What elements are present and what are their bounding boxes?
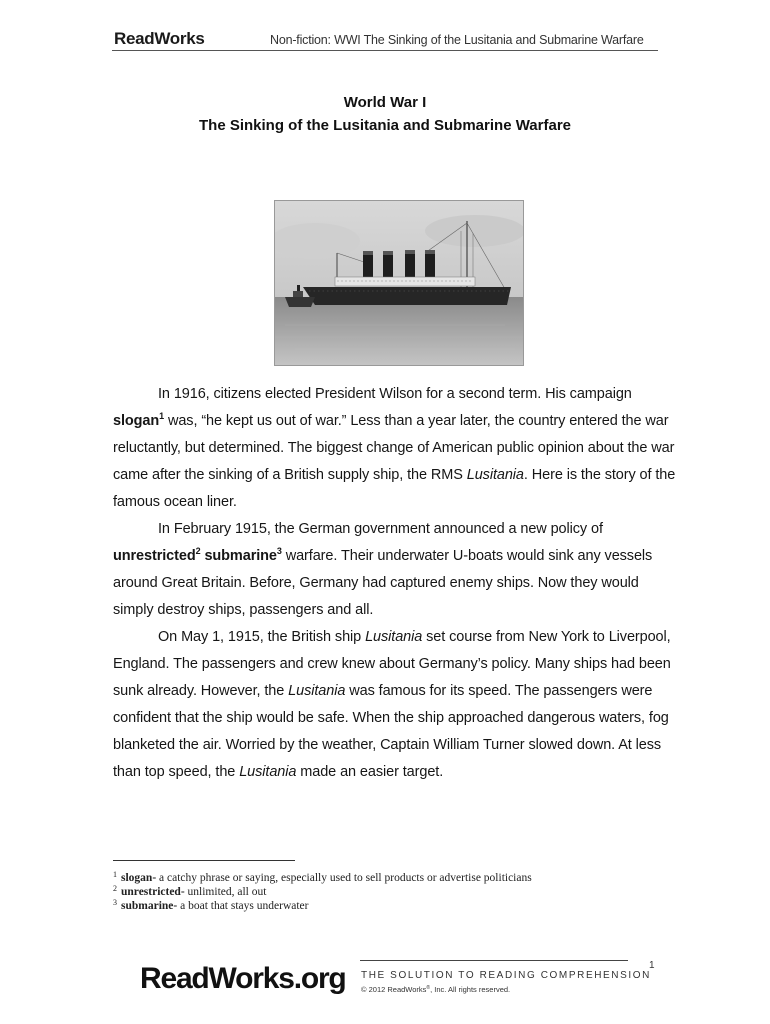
text-run: In 1916, citizens elected President Wilson for a second term. His campaign xyxy=(158,386,632,402)
footnote-term: slogan- xyxy=(121,872,157,884)
paragraph-3 xyxy=(113,624,683,786)
footnote-number: 1 xyxy=(113,870,117,879)
article-body xyxy=(113,381,683,786)
header-divider xyxy=(112,50,658,51)
footnote-divider xyxy=(113,860,295,861)
ship-name: Lusitania xyxy=(288,683,346,699)
footnote-definition: unlimited, all out xyxy=(184,886,267,898)
footer-logo: ReadWorks.org xyxy=(140,962,346,995)
lusitania-photo xyxy=(274,200,524,366)
footnote-ref: 3 xyxy=(276,546,282,556)
footer-copyright xyxy=(361,985,510,994)
ship-illustration xyxy=(275,201,523,365)
footnote-ref: 1 xyxy=(159,411,165,421)
text-run: set course from New York to Liverpool, England. The passengers and crew knew about Germany’s policy. Many ships had been sunk already. However, the xyxy=(113,629,671,699)
vocab-term-slogan: slogan xyxy=(113,413,160,429)
footnote-item xyxy=(113,871,673,885)
header-title: Non-fiction: WWI The Sinking of the Lusitania and Submarine Warfare xyxy=(270,33,644,47)
copyright-suffix: , Inc. All rights reserved. xyxy=(430,985,511,994)
footnote-term: unrestricted- xyxy=(121,886,185,898)
footnotes xyxy=(113,871,673,913)
footnote-item xyxy=(113,899,673,913)
footnote-definition: a catchy phrase or saying, especially used to sell products or advertise politicians xyxy=(156,872,532,884)
footnote-item xyxy=(113,885,673,899)
text-run: was famous for its speed. The passengers were confident that the ship would be safe. When the ship approached dangerous waters, fog blanketed the air. Worried by the weather, Captain William Turner slowed down. At less than top speed, the xyxy=(113,683,669,780)
footnote-definition: a boat that stays underwater xyxy=(177,900,309,912)
text-run: In February 1915, the German government announced a new policy of xyxy=(158,521,603,537)
text-run: . Here is the story of the famous ocean liner. xyxy=(113,467,676,510)
text-run: made an easier target. xyxy=(296,764,444,780)
copyright-prefix: © 2012 ReadWorks xyxy=(361,985,427,994)
registered-mark: ® xyxy=(426,985,431,991)
paragraph-1 xyxy=(113,381,683,516)
text-run: On May 1, 1915, the British ship xyxy=(158,629,366,645)
footer-divider xyxy=(360,960,628,961)
document-title: World War I xyxy=(343,94,427,111)
vocab-term-unrestricted: unrestricted xyxy=(113,548,196,564)
ship-name: Lusitania xyxy=(466,467,524,483)
footer-tagline: THE SOLUTION TO READING COMPREHENSION xyxy=(361,970,651,981)
text-run: was, “he kept us out of war.” Less than a year later, the country entered the war reluctantly, but determined. The biggest change of American public opinion about the war came after the sinking of a British supply ship, the RMS xyxy=(113,413,675,483)
paragraph-2 xyxy=(113,516,683,624)
ship-name: Lusitania xyxy=(239,764,297,780)
text-run: warfare. Their underwater U-boats would sink any vessels around Great Britain. Before, Germany had captured enemy ships. Now they would simply destroy ships, passengers and all. xyxy=(113,548,653,618)
footnote-number: 2 xyxy=(113,884,117,893)
vocab-term-submarine: submarine xyxy=(204,548,277,564)
footnote-ref: 2 xyxy=(195,546,201,556)
header-brand: ReadWorks xyxy=(114,29,205,48)
footnote-term: submarine- xyxy=(121,900,178,912)
document-subtitle: The Sinking of the Lusitania and Submarine Warfare xyxy=(199,117,571,134)
footnote-number: 3 xyxy=(113,898,117,907)
ship-name: Lusitania xyxy=(365,629,423,645)
page-number: 1 xyxy=(649,960,655,971)
